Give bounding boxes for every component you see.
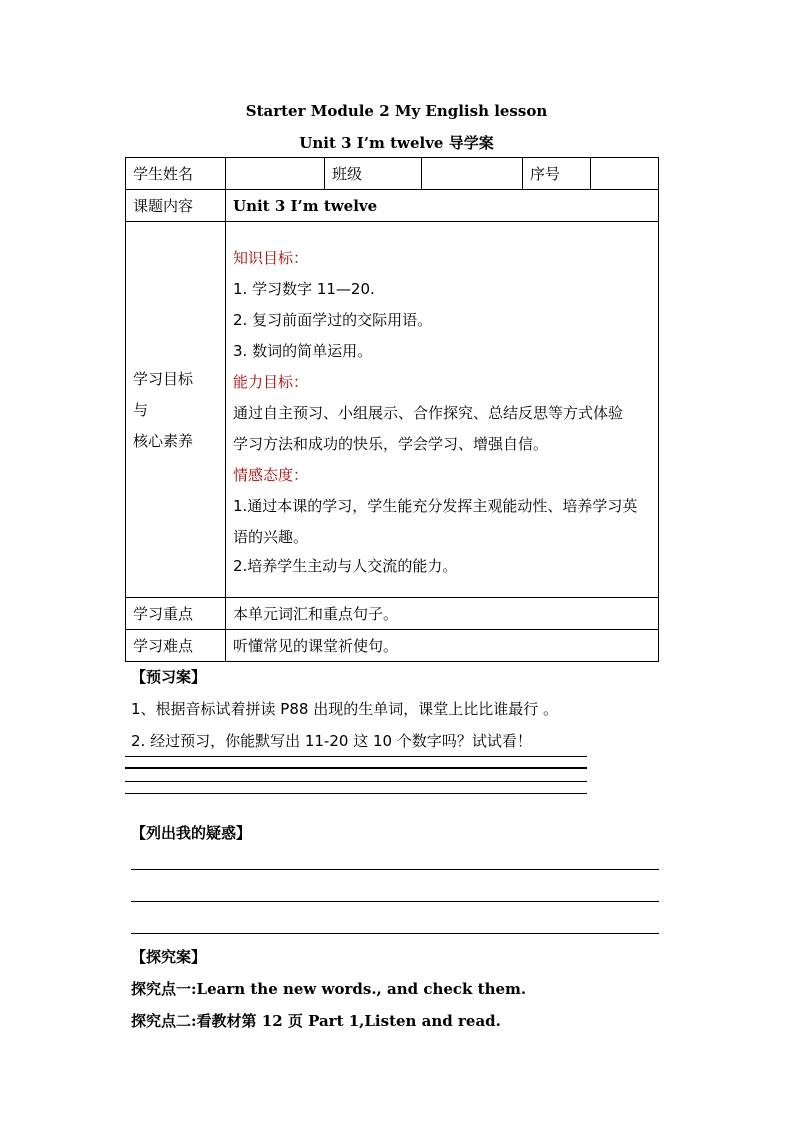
goals-label-line: 学习目标 bbox=[133, 370, 194, 388]
student-name-label: 学生姓名 bbox=[126, 158, 226, 190]
goals-row bbox=[126, 222, 659, 598]
key-points-label: 学习重点 bbox=[126, 598, 226, 630]
explore-point: 探究点二:看教材第 12 页 Part 1,Listen and read. bbox=[131, 1012, 501, 1030]
knowledge-item: 3. 数词的简单运用。 bbox=[233, 341, 373, 360]
difficulty-value: 听懂常见的课堂祈使句。 bbox=[226, 630, 659, 662]
ability-text-line: 通过自主预习、小组展示、合作探究、总结反思等方式体验 bbox=[233, 403, 624, 422]
key-points-value: 本单元词汇和重点句子。 bbox=[226, 598, 659, 630]
emotion-item-line: 语的兴趣。 bbox=[233, 527, 309, 546]
doubt-line[interactable] bbox=[131, 869, 659, 870]
goals-label-line: 与 bbox=[133, 401, 149, 419]
topic-value: Unit 3 I’m twelve bbox=[226, 190, 659, 222]
number-field[interactable] bbox=[591, 158, 659, 190]
knowledge-item: 1. 学习数字 11—20. bbox=[233, 279, 375, 298]
key-points-row bbox=[126, 598, 659, 630]
answer-line[interactable] bbox=[125, 793, 587, 794]
document-subtitle: Unit 3 I’m twelve 导学案 bbox=[299, 134, 494, 152]
document-title: Starter Module 2 My English lesson bbox=[245, 102, 548, 120]
difficulty-label: 学习难点 bbox=[126, 630, 226, 662]
emotion-item: 2.培养学生主动与人交流的能力。 bbox=[233, 556, 458, 575]
ability-text-line: 学习方法和成功的快乐，学会学习、增强自信。 bbox=[233, 434, 549, 453]
emotion-heading: 情感态度： bbox=[233, 465, 309, 484]
explore-heading: 【探究案】 bbox=[131, 948, 207, 966]
knowledge-item: 2. 复习前面学过的交际用语。 bbox=[233, 310, 433, 329]
doubts-heading: 【列出我的疑惑】 bbox=[131, 824, 252, 842]
answer-line[interactable] bbox=[125, 781, 587, 782]
knowledge-heading: 知识目标： bbox=[233, 248, 309, 267]
doubt-line[interactable] bbox=[131, 933, 659, 934]
class-field[interactable] bbox=[422, 158, 523, 190]
preview-item: 1、根据音标试着拼读 P88 出现的生单词，课堂上比比谁最行 。 bbox=[131, 700, 558, 718]
class-label: 班级 bbox=[325, 158, 422, 190]
goals-content bbox=[226, 222, 659, 598]
preview-item: 2. 经过预习，你能默写出 11-20 这 10 个数字吗？试试看！ bbox=[131, 732, 532, 750]
topic-label: 课题内容 bbox=[126, 190, 226, 222]
answer-line[interactable] bbox=[125, 756, 587, 757]
answer-line[interactable] bbox=[125, 767, 587, 769]
student-name-field[interactable] bbox=[226, 158, 325, 190]
goals-label-line: 核心素养 bbox=[133, 432, 194, 450]
emotion-item-line: 1.通过本课的学习，学生能充分发挥主观能动性、培养学习英 bbox=[233, 496, 638, 515]
ability-heading: 能力目标： bbox=[233, 372, 309, 391]
number-label: 序号 bbox=[523, 158, 591, 190]
topic-row bbox=[126, 190, 659, 222]
explore-point: 探究点一:Learn the new words., and check them. bbox=[131, 980, 527, 998]
student-info-row bbox=[126, 158, 659, 190]
preview-heading: 【预习案】 bbox=[131, 668, 207, 686]
goals-label bbox=[126, 222, 226, 598]
doubt-line[interactable] bbox=[131, 901, 659, 902]
difficulty-row bbox=[126, 630, 659, 662]
info-table bbox=[125, 157, 659, 662]
